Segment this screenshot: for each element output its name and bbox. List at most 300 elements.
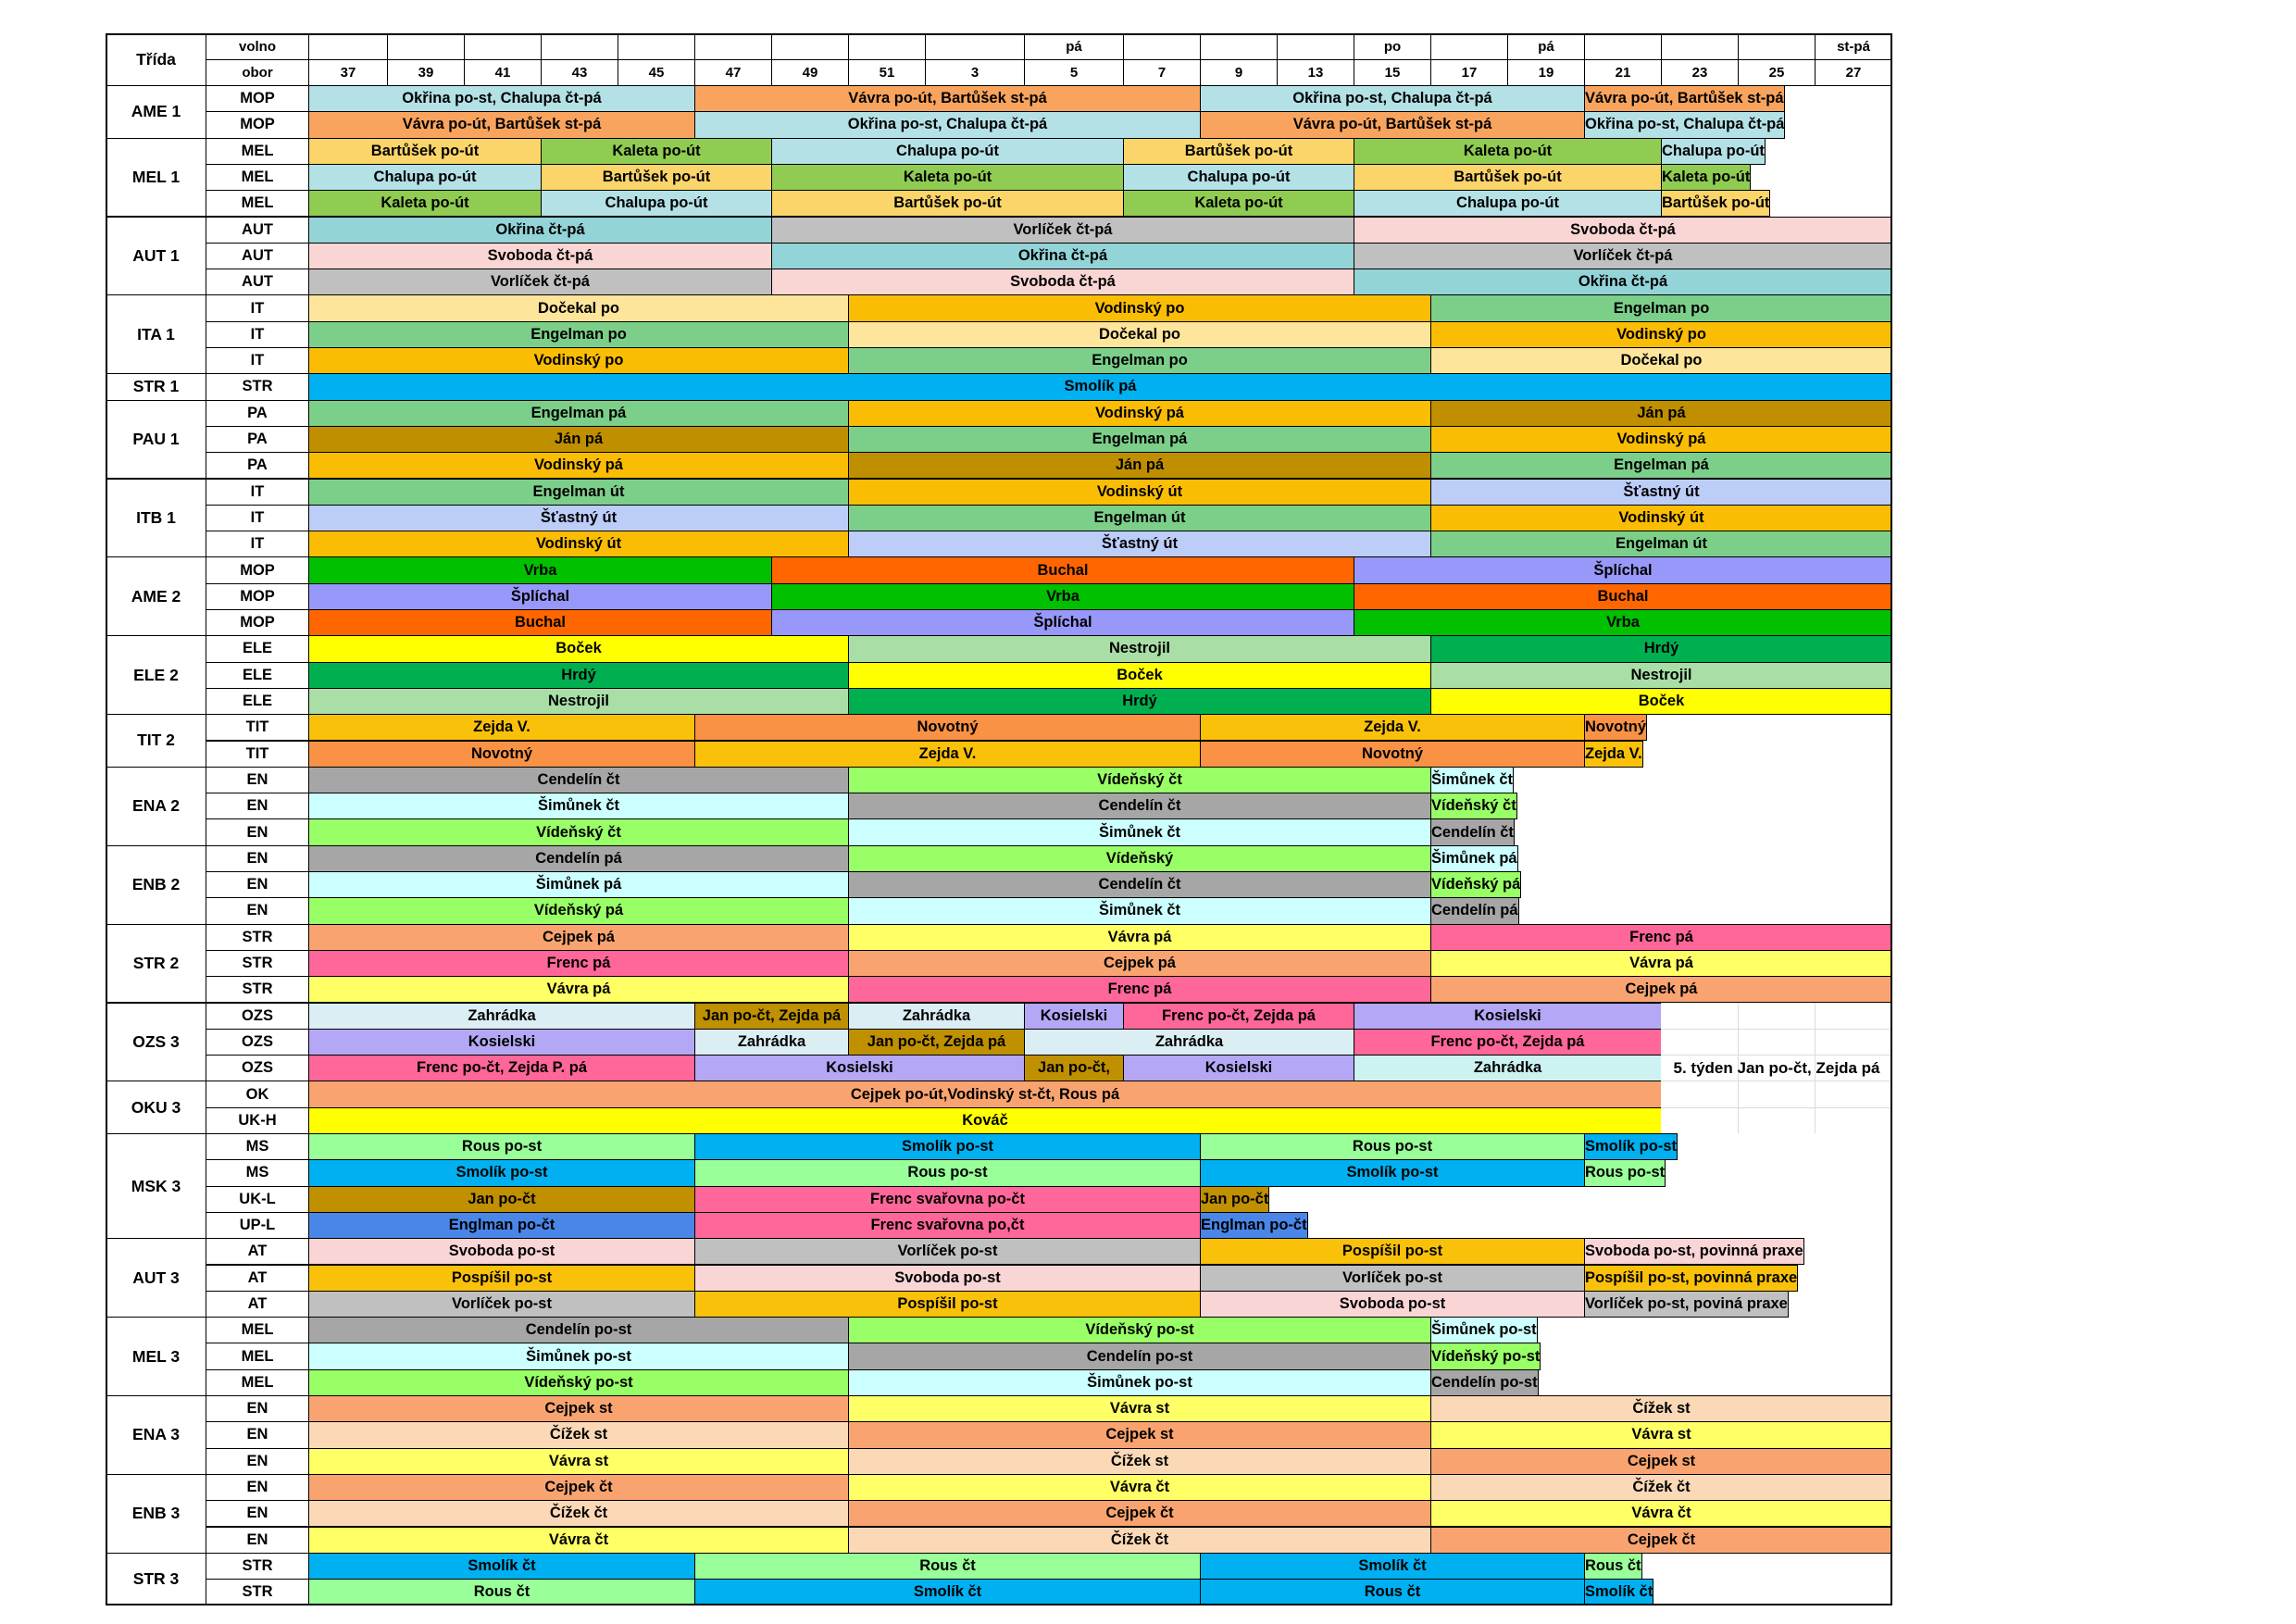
schedule-block: Engelman po: [308, 321, 849, 348]
class-name: ITB 1: [106, 479, 206, 558]
schedule-block: Chalupa po-út: [771, 138, 1124, 165]
obor-code: MOP: [206, 85, 309, 112]
schedule-block: Jan po-čt: [1200, 1186, 1269, 1213]
schedule-block: Šimůnek pá: [308, 871, 849, 898]
schedule-block: Vorlíček čt-pá: [1354, 243, 1892, 269]
schedule-block: Dočekal po: [308, 294, 849, 321]
week-number: 13: [1277, 59, 1354, 86]
schedule-block: Chalupa po-út: [1123, 164, 1354, 191]
schedule-block: Cejpek st: [848, 1421, 1431, 1448]
schedule-block: Rous po-st: [1584, 1159, 1666, 1186]
schedule-block: Smolík po-st: [694, 1133, 1201, 1160]
obor-code: MOP: [206, 556, 309, 583]
schedule-block: Jan po-čt,: [1024, 1055, 1124, 1081]
schedule-block: Cejpek pá: [1430, 976, 1892, 1003]
obor-code: AUT: [206, 217, 309, 244]
schedule-block: Šťastný út: [1430, 479, 1892, 506]
obor-code: EN: [206, 897, 309, 924]
schedule-block: Jan po-čt, Zejda pá: [848, 1029, 1025, 1056]
day-mark: [1738, 33, 1816, 60]
obor-code: MEL: [206, 138, 309, 165]
obor-code: EN: [206, 1448, 309, 1475]
schedule-block: Rous čt: [1200, 1579, 1585, 1605]
schedule-block: Vídeňský čt: [848, 767, 1431, 793]
schedule-block: Šplíchal: [771, 609, 1354, 636]
schedule-block: Vávra po-út, Bartůšek st-pá: [694, 85, 1201, 112]
schedule-block: Vodinský po: [1430, 321, 1892, 348]
schedule-block: Vodinský út: [1430, 505, 1892, 531]
day-mark: po: [1354, 33, 1431, 60]
obor-code: OZS: [206, 1029, 309, 1056]
obor-code: ELE: [206, 662, 309, 689]
schedule-block: Pospíšil po-st: [694, 1291, 1201, 1318]
schedule-block: Kaleta po-út: [541, 138, 772, 165]
schedule-block: Vávra čt: [1430, 1500, 1892, 1527]
day-mark: [464, 33, 542, 60]
schedule-block: Dočekal po: [1430, 347, 1892, 374]
schedule-block: Hrdý: [308, 662, 849, 689]
schedule-block: Svoboda čt-pá: [1354, 217, 1892, 244]
schedule-block: Frenc po-čt, Zejda pá: [1354, 1029, 1662, 1056]
schedule-block: Boček: [848, 662, 1431, 689]
class-name: OKU 3: [106, 1081, 206, 1134]
schedule-block: Zejda V.: [1200, 714, 1585, 741]
obor-code: UK-L: [206, 1186, 309, 1213]
schedule-block: Šimůnek po-st: [848, 1369, 1431, 1396]
schedule-block: Vávra čt: [308, 1527, 849, 1554]
week-number: 5: [1024, 59, 1124, 86]
schedule-block: Vídeňský čt: [308, 818, 849, 845]
schedule-block: Rous po-st: [694, 1159, 1201, 1186]
schedule-block: Vídeňský pá: [308, 897, 849, 924]
obor-code: EN: [206, 793, 309, 819]
obor-code: STR: [206, 924, 309, 951]
schedule-block: Smolík po-st: [308, 1159, 695, 1186]
schedule-block: Smolík čt: [308, 1553, 695, 1580]
obor-code: AUT: [206, 269, 309, 295]
obor-code: TIT: [206, 741, 309, 768]
schedule-block: Šimůnek po-st: [308, 1343, 849, 1369]
schedule-block: Šimůnek čt: [848, 818, 1431, 845]
week-number: 37: [308, 59, 388, 86]
schedule-block: Ján pá: [848, 452, 1431, 479]
class-name: AME 2: [106, 556, 206, 636]
obor-code: MEL: [206, 1343, 309, 1369]
schedule-block: Vorlíček po-st: [1200, 1265, 1585, 1292]
class-name: MSK 3: [106, 1133, 206, 1239]
schedule-block: Okřina po-st, Chalupa čt-pá: [308, 85, 695, 112]
schedule-block: Vávra po-út, Bartůšek st-pá: [1200, 111, 1585, 138]
schedule-block: Frenc po-čt, Zejda pá: [1123, 1003, 1354, 1030]
day-mark: [1430, 33, 1508, 60]
obor-label: obor: [206, 59, 309, 86]
schedule-block: Novotný: [308, 741, 695, 768]
week-number: 21: [1584, 59, 1662, 86]
obor-code: STR: [206, 1579, 309, 1605]
class-name: ENB 2: [106, 845, 206, 925]
schedule-block: Kosielski: [1024, 1003, 1124, 1030]
schedule-block: Bartůšek po-út: [308, 138, 542, 165]
gridline: [1661, 1107, 1891, 1108]
schedule-block: Svoboda po-st: [308, 1238, 695, 1265]
schedule-block: Hrdý: [1430, 635, 1892, 662]
schedule-block: Smolík čt: [1200, 1553, 1585, 1580]
schedule-block: Okřina po-st, Chalupa čt-pá: [1200, 85, 1585, 112]
class-name: MEL 1: [106, 138, 206, 218]
schedule-block: Zahrádka: [848, 1003, 1025, 1030]
week-number: 25: [1738, 59, 1816, 86]
schedule-block: Zejda V.: [1584, 741, 1643, 768]
schedule-block: Novotný: [694, 714, 1201, 741]
obor-code: UK-H: [206, 1107, 309, 1134]
schedule-block: Kosielski: [1354, 1003, 1662, 1030]
schedule-block: Kaleta po-út: [1123, 190, 1354, 217]
schedule-block: Vídeňský čt: [1430, 793, 1517, 819]
day-mark: st-pá: [1815, 33, 1892, 60]
schedule-block: Vávra po-út, Bartůšek st-pá: [1584, 85, 1785, 112]
schedule-block: Chalupa po-út: [541, 190, 772, 217]
obor-code: MS: [206, 1159, 309, 1186]
week-number: 17: [1430, 59, 1508, 86]
obor-code: OZS: [206, 1055, 309, 1081]
schedule-block: Bartůšek po-út: [1354, 164, 1662, 191]
week-number: 51: [848, 59, 926, 86]
schedule-block: Vrba: [308, 556, 772, 583]
class-name: STR 1: [106, 373, 206, 400]
obor-code: ELE: [206, 688, 309, 715]
schedule-block: Zahrádka: [1354, 1055, 1662, 1081]
schedule-block: Cejpek pá: [848, 950, 1431, 977]
schedule-block: Šťastný út: [848, 531, 1431, 557]
gridline: [1661, 1029, 1891, 1030]
obor-code: TIT: [206, 714, 309, 741]
obor-code: MEL: [206, 190, 309, 217]
schedule-block: Cendelín po-st: [1430, 1369, 1539, 1396]
schedule-block: Ján pá: [308, 426, 849, 453]
schedule-block: Vávra čt: [848, 1474, 1431, 1501]
schedule-block: Chalupa po-út: [1661, 138, 1766, 165]
obor-code: ELE: [206, 635, 309, 662]
schedule-block: Frenc svařovna po,čt: [694, 1212, 1201, 1239]
schedule-block: Engelman po: [848, 347, 1431, 374]
obor-code: OZS: [206, 1003, 309, 1030]
obor-code: MS: [206, 1133, 309, 1160]
schedule-block: Vídeňský: [848, 845, 1431, 872]
obor-code: UP-L: [206, 1212, 309, 1239]
schedule-block: Ján pá: [1430, 400, 1892, 427]
day-mark: [1200, 33, 1278, 60]
week-number: 27: [1815, 59, 1892, 86]
week-number: 39: [387, 59, 465, 86]
week-number: 23: [1661, 59, 1739, 86]
day-mark: [618, 33, 695, 60]
schedule-block: Buchal: [1354, 583, 1892, 610]
schedule-block: Cejpek st: [308, 1395, 849, 1422]
schedule-block: Vodinský pá: [848, 400, 1431, 427]
schedule-block: Novotný: [1200, 741, 1585, 768]
class-name: ENA 2: [106, 767, 206, 846]
obor-code: STR: [206, 1553, 309, 1580]
schedule-block: Šimůnek pá: [1430, 845, 1518, 872]
week-number: 45: [618, 59, 695, 86]
schedule-block: Vávra st: [308, 1448, 849, 1475]
obor-code: IT: [206, 347, 309, 374]
obor-code: EN: [206, 767, 309, 793]
schedule-block: Šplíchal: [308, 583, 772, 610]
schedule-block: Smolík čt: [1584, 1579, 1653, 1605]
schedule-block: Zejda V.: [308, 714, 695, 741]
schedule-block: Smolík čt: [694, 1579, 1201, 1605]
schedule-block: Zahrádka: [694, 1029, 849, 1056]
week-number: 49: [771, 59, 849, 86]
obor-code: PA: [206, 426, 309, 453]
obor-code: EN: [206, 1421, 309, 1448]
schedule-block: Cendelín čt: [848, 793, 1431, 819]
day-mark: [771, 33, 849, 60]
schedule-block: Okřina čt-pá: [771, 243, 1354, 269]
obor-code: EN: [206, 1527, 309, 1554]
schedule-block: Cendelín čt: [1430, 818, 1515, 845]
obor-code: PA: [206, 400, 309, 427]
obor-code: MOP: [206, 583, 309, 610]
schedule-block: Vávra st: [1430, 1421, 1892, 1448]
week-number: 47: [694, 59, 772, 86]
obor-code: IT: [206, 321, 309, 348]
week-number: 41: [464, 59, 542, 86]
schedule-block: Svoboda po-st, povinná praxe: [1584, 1238, 1804, 1265]
schedule-block: Kaleta po-út: [771, 164, 1124, 191]
obor-code: EN: [206, 845, 309, 872]
schedule-block: Šimůnek po-st: [1430, 1317, 1538, 1343]
class-header: Třída: [106, 33, 206, 86]
schedule-block: Boček: [308, 635, 849, 662]
schedule-block: Cejpek st: [1430, 1448, 1892, 1475]
day-mark: [1123, 33, 1201, 60]
schedule-block: Engelman pá: [1430, 452, 1892, 479]
schedule-block: Čížek st: [848, 1448, 1431, 1475]
schedule-block: Vávra pá: [1430, 950, 1892, 977]
schedule-block: Vrba: [771, 583, 1354, 610]
schedule-block: Vávra pá: [848, 924, 1431, 951]
schedule-block: Šplíchal: [1354, 556, 1892, 583]
schedule-block: Engelman út: [308, 479, 849, 506]
schedule-block: Frenc pá: [1430, 924, 1892, 951]
week-number: 19: [1507, 59, 1585, 86]
obor-code: MEL: [206, 164, 309, 191]
obor-code: EN: [206, 1500, 309, 1527]
obor-code: MOP: [206, 111, 309, 138]
schedule-block: Šimůnek čt: [308, 793, 849, 819]
schedule-block: Nestrojil: [848, 635, 1431, 662]
schedule-block: Cejpek pá: [308, 924, 849, 951]
obor-code: OK: [206, 1081, 309, 1107]
day-mark: [1661, 33, 1739, 60]
day-mark: [1277, 33, 1354, 60]
schedule-block: Bartůšek po-út: [1123, 138, 1354, 165]
class-name: PAU 1: [106, 400, 206, 480]
schedule-block: Buchal: [771, 556, 1354, 583]
week-number: 7: [1123, 59, 1201, 86]
obor-code: PA: [206, 452, 309, 479]
schedule-block: Kaleta po-út: [1354, 138, 1662, 165]
day-mark: [694, 33, 772, 60]
obor-code: AT: [206, 1291, 309, 1318]
schedule-block: Vorlíček po-st: [694, 1238, 1201, 1265]
week-number: 43: [541, 59, 618, 86]
schedule-block: Vídeňský po-st: [308, 1369, 849, 1396]
volno-label: volno: [206, 33, 309, 60]
schedule-block: Englman po-čt: [308, 1212, 695, 1239]
schedule-block: Kosielski: [308, 1029, 695, 1056]
schedule-block: Cendelín čt: [848, 871, 1431, 898]
day-mark: pá: [1024, 33, 1124, 60]
schedule-block: Frenc svařovna po-čt: [694, 1186, 1201, 1213]
schedule-block: Okřina po-st, Chalupa čt-pá: [1584, 111, 1785, 138]
schedule-block: Smolík po-st: [1584, 1133, 1678, 1160]
schedule-block: Čížek st: [1430, 1395, 1892, 1422]
class-name: STR 3: [106, 1553, 206, 1606]
class-name: OZS 3: [106, 1003, 206, 1082]
class-name: ENB 3: [106, 1474, 206, 1554]
schedule-block: Frenc po-čt, Zejda P. pá: [308, 1055, 695, 1081]
schedule-block: Engelman pá: [308, 400, 849, 427]
obor-code: MEL: [206, 1369, 309, 1396]
class-name: ITA 1: [106, 294, 206, 374]
class-name: MEL 3: [106, 1317, 206, 1396]
schedule-block: Vídeňský po-st: [1430, 1343, 1541, 1369]
schedule-block: Chalupa po-út: [308, 164, 542, 191]
schedule-block: Kosielski: [1123, 1055, 1354, 1081]
obor-code: IT: [206, 531, 309, 557]
schedule-block: Kaleta po-út: [308, 190, 542, 217]
table-edge: [1891, 1003, 1892, 1135]
class-name: AUT 1: [106, 217, 206, 296]
day-mark: [308, 33, 388, 60]
obor-code: IT: [206, 479, 309, 506]
schedule-block: Čížek čt: [308, 1500, 849, 1527]
schedule-block: Bartůšek po-út: [541, 164, 772, 191]
schedule-block: Svoboda po-st: [694, 1265, 1201, 1292]
schedule-block: Vodinský út: [308, 531, 849, 557]
schedule-block: Kosielski: [694, 1055, 1025, 1081]
schedule-block: Engelman út: [848, 505, 1431, 531]
day-mark: [541, 33, 618, 60]
schedule-block: Zejda V.: [694, 741, 1201, 768]
schedule-block: Buchal: [308, 609, 772, 636]
obor-code: AUT: [206, 243, 309, 269]
schedule-block: Jan po-čt, Zejda pá: [694, 1003, 849, 1030]
schedule-block: Cejpek čt: [848, 1500, 1431, 1527]
obor-code: STR: [206, 976, 309, 1003]
schedule-block: Vodinský pá: [1430, 426, 1892, 453]
class-name: ENA 3: [106, 1395, 206, 1475]
schedule-block: Svoboda čt-pá: [308, 243, 772, 269]
schedule-block: Rous čt: [694, 1553, 1201, 1580]
schedule-block: Frenc pá: [848, 976, 1431, 1003]
schedule-block: Bartůšek po-út: [771, 190, 1124, 217]
obor-code: EN: [206, 1395, 309, 1422]
schedule-block: Vávra pá: [308, 976, 849, 1003]
schedule-block: Kaleta po-út: [1661, 164, 1751, 191]
schedule-block: Rous čt: [1584, 1553, 1642, 1580]
schedule-block: Čížek st: [308, 1421, 849, 1448]
schedule-block: Svoboda čt-pá: [771, 269, 1354, 295]
schedule-block: Cejpek čt: [308, 1474, 849, 1501]
schedule-block: Vídeňský po-st: [848, 1317, 1431, 1343]
week-number: 3: [925, 59, 1025, 86]
schedule-block: Frenc pá: [308, 950, 849, 977]
week-number: 9: [1200, 59, 1278, 86]
schedule-block: Pospíšil po-st: [308, 1265, 695, 1292]
obor-code: MEL: [206, 1317, 309, 1343]
schedule-block: Bartůšek po-út: [1661, 190, 1770, 217]
schedule-block: Smolík po-st: [1200, 1159, 1585, 1186]
schedule-block: Rous po-st: [308, 1133, 695, 1160]
schedule-block: Engelman pá: [848, 426, 1431, 453]
schedule-block: Dočekal po: [848, 321, 1431, 348]
schedule-block: Šimůnek čt: [848, 897, 1431, 924]
schedule-block: Vodinský pá: [308, 452, 849, 479]
schedule-block: Vorlíček čt-pá: [308, 269, 772, 295]
obor-code: MOP: [206, 609, 309, 636]
schedule-block: Cendelín po-st: [848, 1343, 1431, 1369]
class-name: ELE 2: [106, 635, 206, 715]
schedule-block: Vávra st: [848, 1395, 1431, 1422]
schedule-block: Cendelín pá: [308, 845, 849, 872]
class-name: STR 2: [106, 924, 206, 1004]
schedule-block: Čížek čt: [848, 1527, 1431, 1554]
schedule-block: Cendelín pá: [1430, 897, 1519, 924]
schedule-block: Chalupa po-út: [1354, 190, 1662, 217]
day-mark: [1584, 33, 1662, 60]
schedule-block: Smolík pá: [308, 373, 1892, 400]
schedule-block: Engelman po: [1430, 294, 1892, 321]
schedule-block: Vrba: [1354, 609, 1892, 636]
day-mark: pá: [1507, 33, 1585, 60]
schedule-block: Jan po-čt: [308, 1186, 695, 1213]
schedule-block: Vodinský po: [308, 347, 849, 374]
schedule-block: Okřina čt-pá: [1354, 269, 1892, 295]
schedule-block: Vorlíček čt-pá: [771, 217, 1354, 244]
week-note: 5. týden Jan po-čt, Zejda pá: [1673, 1058, 1880, 1077]
obor-code: STR: [206, 373, 309, 400]
day-mark: [387, 33, 465, 60]
class-name: TIT 2: [106, 714, 206, 768]
schedule-block: Hrdý: [848, 688, 1431, 715]
schedule-block: Okřina čt-pá: [308, 217, 772, 244]
schedule-block: Rous po-st: [1200, 1133, 1585, 1160]
schedule-block: Cendelín čt: [308, 767, 849, 793]
class-name: AUT 3: [106, 1238, 206, 1318]
schedule-block: Vorlíček po-st, poviná praxe: [1584, 1291, 1789, 1318]
day-mark: [925, 33, 1025, 60]
schedule-block: Okřina po-st, Chalupa čt-pá: [694, 111, 1201, 138]
obor-code: STR: [206, 950, 309, 977]
obor-code: EN: [206, 818, 309, 845]
schedule-block: Zahrádka: [308, 1003, 695, 1030]
schedule-block: Pospíšil po-st: [1200, 1238, 1585, 1265]
week-number: 15: [1354, 59, 1431, 86]
schedule-block: Engelman út: [1430, 531, 1892, 557]
schedule-block: Vodinský po: [848, 294, 1431, 321]
obor-code: AT: [206, 1265, 309, 1292]
obor-code: AT: [206, 1238, 309, 1265]
schedule-block: Čížek čt: [1430, 1474, 1892, 1501]
obor-code: EN: [206, 871, 309, 898]
schedule-block: Boček: [1430, 688, 1892, 715]
schedule-block: Pospíšil po-st, povinná praxe: [1584, 1265, 1798, 1292]
schedule-block: Šťastný út: [308, 505, 849, 531]
